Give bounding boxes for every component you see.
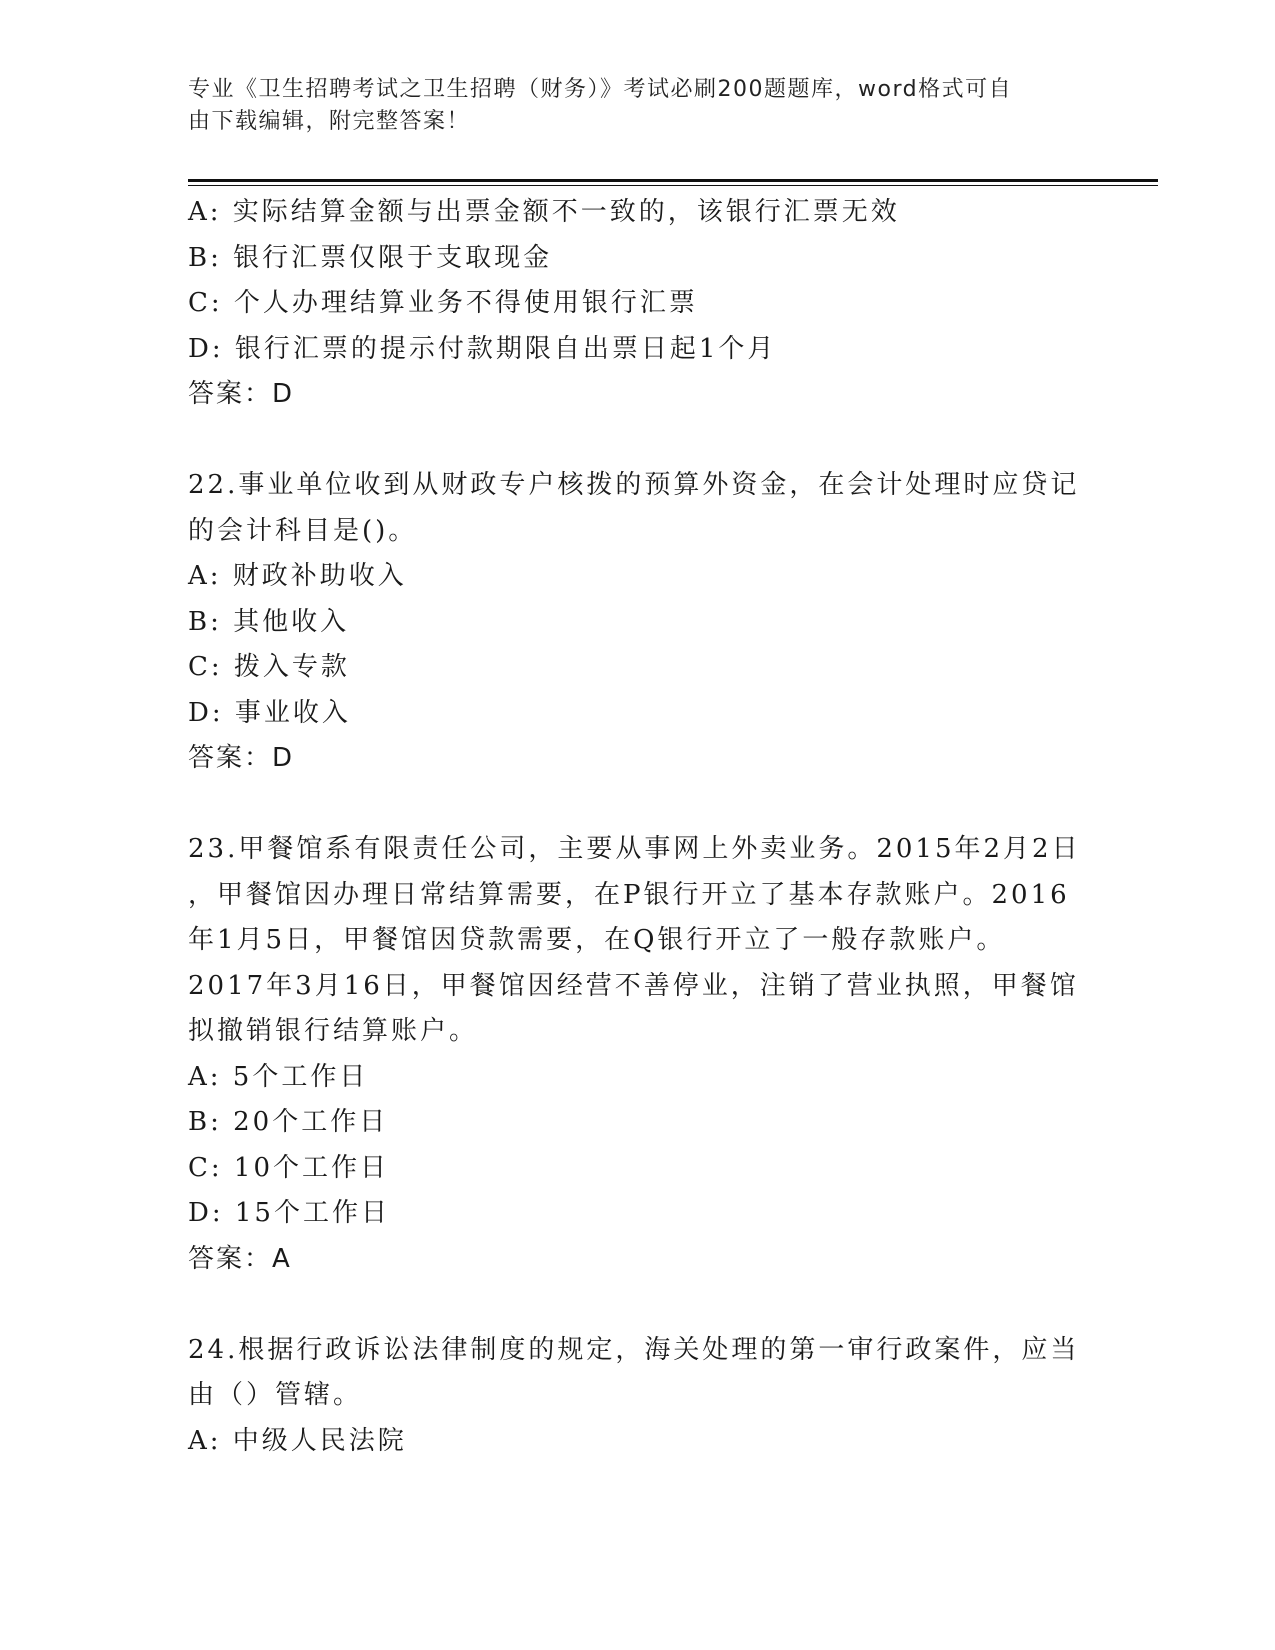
question-list [188,190,1088,1464]
question-stem: 年1月5日，甲餐馆因贷款需要，在Q银行开立了一般存款账户。 [188,925,1006,955]
question-stem: 22.事业单位收到从财政专户核拨的预算外资金，在会计处理时应贷记 [188,470,1080,500]
document-header [188,74,1078,138]
header-line-2: 由下载编辑，附完整答案！ [188,109,471,134]
header-line-1: 专业《卫生招聘考试之卫生招聘（财务）》考试必刷200题题库，word格式可自 [188,77,1013,102]
option-a: A: 财政补助收入 [188,561,407,591]
option-b: B: 其他收入 [188,606,350,637]
option-d: D: 15个工作日 [188,1198,390,1228]
question-stem: 由（）管辖。 [188,1380,363,1410]
spacer [188,782,1088,828]
question-21 [188,190,1088,418]
option-a: A: 实际结算金额与出票金额不一致的，该银行汇票无效 [188,197,900,227]
answer-label: 答案：A [188,1243,292,1274]
option-a: A: 5个工作日 [188,1061,369,1092]
header-rule-thick [188,179,1158,182]
question-stem: 的会计科目是()。 [188,515,418,546]
option-b: B: 20个工作日 [188,1107,389,1137]
question-stem: 拟撤销银行结算账户。 [188,1016,479,1046]
option-a: A: 中级人民法院 [188,1425,407,1456]
question-24 [188,1328,1088,1465]
option-c: C: 10个工作日 [188,1152,390,1183]
spacer [188,418,1088,464]
question-22 [188,463,1088,782]
question-stem: 2017年3月16日，甲餐馆因经营不善停业，注销了营业执照，甲餐馆 [188,970,1079,1001]
question-stem: 24.根据行政诉讼法律制度的规定，海关处理的第一审行政案件，应当 [188,1334,1080,1365]
question-23 [188,827,1088,1282]
option-b: B: 银行汇票仅限于支取现金 [188,242,553,273]
answer-label: 答案：D [188,379,295,409]
header-rule-thin [188,185,1158,186]
option-c: C: 个人办理结算业务不得使用银行汇票 [188,288,698,318]
spacer [188,1282,1088,1328]
option-d: D: 银行汇票的提示付款期限自出票日起1个月 [188,333,777,364]
question-stem: ，甲餐馆因办理日常结算需要，在P银行开立了基本存款账户。2016 [188,879,1070,910]
question-stem: 23.甲餐馆系有限责任公司，主要从事网上外卖业务。2015年2月2日 [188,834,1081,864]
answer-label: 答案：D [188,743,295,773]
option-d: D: 事业收入 [188,697,351,728]
option-c: C: 拨入专款 [188,652,350,682]
